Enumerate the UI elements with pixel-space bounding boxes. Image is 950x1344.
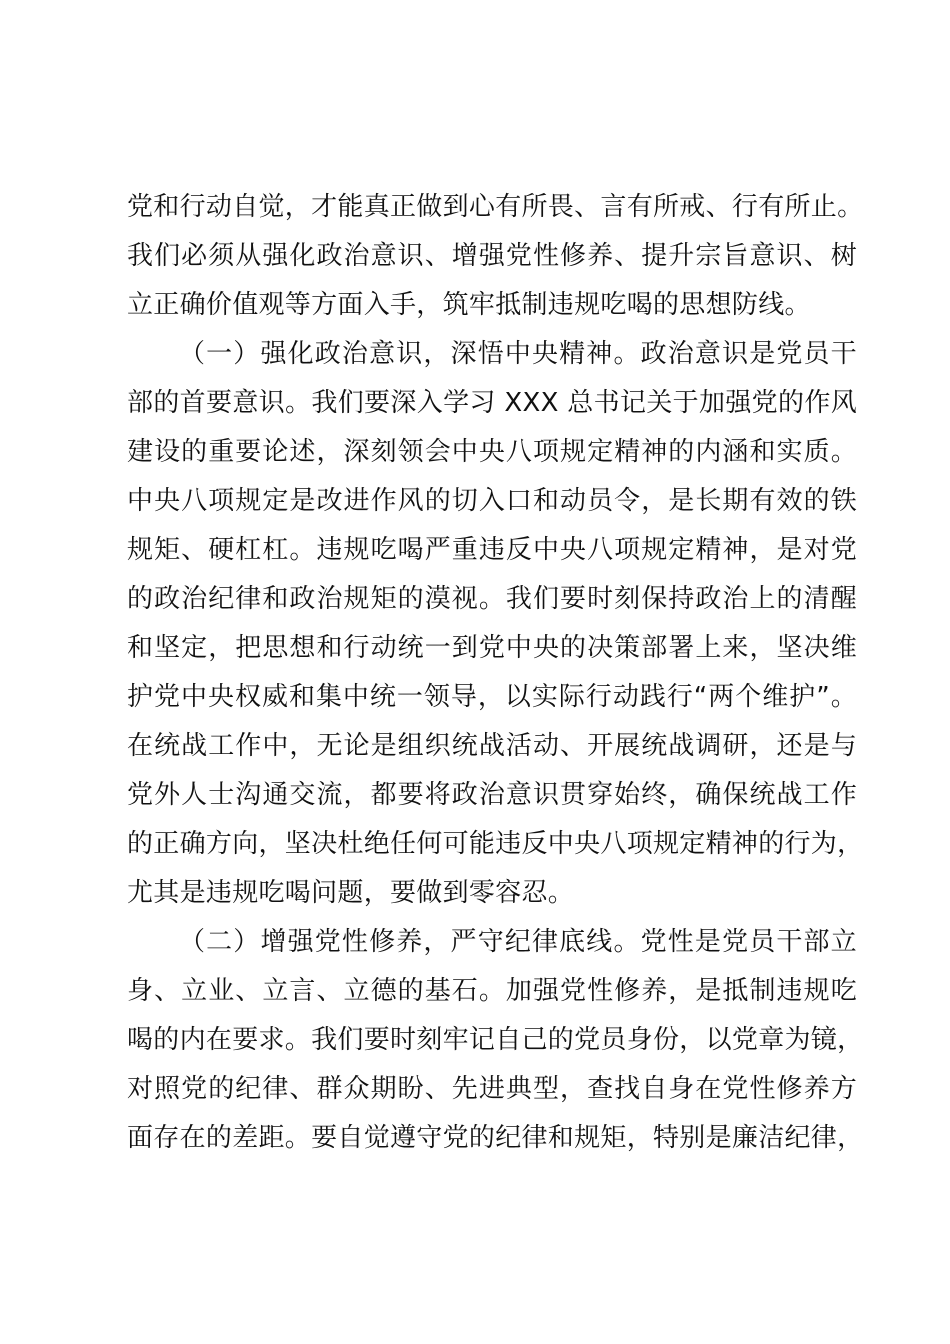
text-line: 身、立业、立言、立德的基石。加强党性修养，是抵制违规吃: [127, 976, 857, 1006]
text-line: 对照党的纪律、群众期盼、先进典型，查找自身在党性修养方: [127, 1074, 857, 1104]
text-line: 部的首要意识。我们要深入学习 XXX 总书记关于加强党的作风: [127, 388, 857, 418]
section-heading-line: （一）强化政治意识，深悟中央精神。政治意识是党员干: [179, 339, 857, 369]
section-heading-line: （二）增强党性修养，严守纪律底线。党性是党员干部立: [179, 927, 857, 957]
text-line: 我们必须从强化政治意识、增强党性修养、提升宗旨意识、树: [127, 241, 857, 271]
text-line: 中央八项规定是改进作风的切入口和动员令，是长期有效的铁: [127, 486, 857, 516]
text-line: 规矩、硬杠杠。违规吃喝严重违反中央八项规定精神，是对党: [127, 535, 857, 565]
text-line: 和坚定，把思想和行动统一到党中央的决策部署上来，坚决维: [127, 633, 857, 663]
text-line: 建设的重要论述，深刻领会中央八项规定精神的内涵和实质。: [127, 437, 857, 467]
text-line: 立正确价值观等方面入手，筑牢抵制违规吃喝的思想防线。: [127, 290, 811, 320]
text-line: 喝的内在要求。我们要时刻牢记自己的党员身份，以党章为镜，: [127, 1025, 864, 1055]
text-line: 党外人士沟通交流，都要将政治意识贯穿始终，确保统战工作: [127, 780, 857, 810]
text-line: 护党中央权威和集中统一领导，以实际行动践行“两个维护”。: [127, 682, 857, 712]
text-line: 的正确方向，坚决杜绝任何可能违反中央八项规定精神的行为，: [127, 829, 864, 859]
text-line: 面存在的差距。要自觉遵守党的纪律和规矩，特别是廉洁纪律，: [127, 1123, 864, 1153]
text-line: 党和行动自觉，才能真正做到心有所畏、言有所戒、行有所止。: [127, 192, 864, 222]
body-text: [127, 183, 864, 1163]
text-line: 尤其是违规吃喝问题，要做到零容忍。: [127, 878, 575, 908]
text-line: 在统战工作中，无论是组织统战活动、开展统战调研，还是与: [127, 731, 857, 761]
text-line: 的政治纪律和政治规矩的漠视。我们要时刻保持政治上的清醒: [127, 584, 857, 614]
